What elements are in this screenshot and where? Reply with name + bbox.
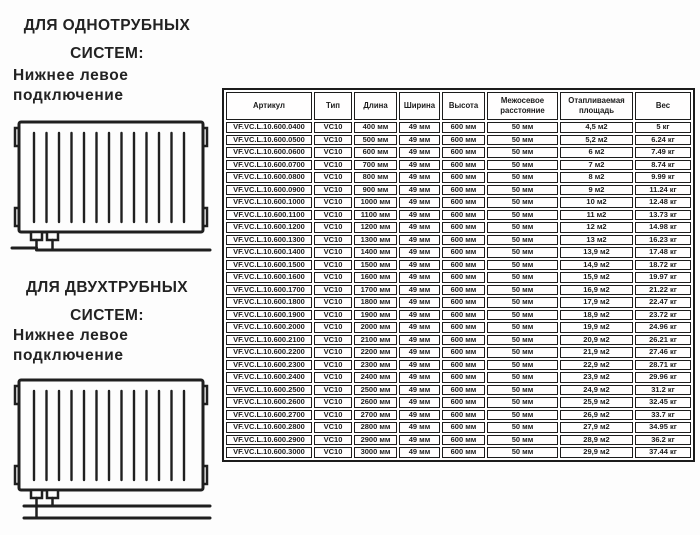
table-cell: VC10: [314, 347, 352, 358]
table-cell: VC10: [314, 147, 352, 158]
table-cell: 600 мм: [442, 410, 485, 421]
table-cell: 49 мм: [399, 435, 440, 446]
table-cell: 19.97 кг: [635, 272, 691, 283]
table-cell: 27.46 кг: [635, 347, 691, 358]
table-cell: 50 мм: [487, 297, 558, 308]
table-cell: VC10: [314, 247, 352, 258]
table-cell: VF.VC.L.10.600.1200: [226, 222, 312, 233]
table-cell: 5,2 м2: [560, 135, 633, 146]
table-cell: 49 мм: [399, 222, 440, 233]
table-cell: VF.VC.L.10.600.2800: [226, 422, 312, 433]
table-cell: 49 мм: [399, 347, 440, 358]
table-cell: 600 мм: [442, 210, 485, 221]
table-cell: 7.49 кг: [635, 147, 691, 158]
table-cell: 21,9 м2: [560, 347, 633, 358]
table-cell: 600 мм: [442, 160, 485, 171]
table-cell: VF.VC.L.10.600.1100: [226, 210, 312, 221]
table-cell: 1600 мм: [354, 272, 397, 283]
table-cell: VF.VC.L.10.600.2000: [226, 322, 312, 333]
table-cell: 600 мм: [442, 122, 485, 133]
table-cell: 28,9 м2: [560, 435, 633, 446]
col-header-height: Высота: [442, 92, 485, 120]
table-cell: 50 мм: [487, 285, 558, 296]
table-cell: 49 мм: [399, 285, 440, 296]
table-cell: 2300 мм: [354, 360, 397, 371]
table-cell: 2500 мм: [354, 385, 397, 396]
table-cell: VC10: [314, 172, 352, 183]
table-cell: 20,9 м2: [560, 335, 633, 346]
table-row: [226, 372, 691, 383]
table-cell: 49 мм: [399, 160, 440, 171]
table-cell: 26,9 м2: [560, 410, 633, 421]
table-cell: 50 мм: [487, 322, 558, 333]
table-cell: 2400 мм: [354, 372, 397, 383]
table-cell: 11.24 кг: [635, 185, 691, 196]
table-cell: 1800 мм: [354, 297, 397, 308]
table-cell: 50 мм: [487, 335, 558, 346]
col-header-axis-distance: Межосевое расстояние: [487, 92, 558, 120]
table-cell: 50 мм: [487, 272, 558, 283]
table-cell: 50 мм: [487, 135, 558, 146]
table-cell: 600 мм: [442, 197, 485, 208]
table-cell: 24,9 м2: [560, 385, 633, 396]
table-cell: 49 мм: [399, 197, 440, 208]
table-cell: 29.96 кг: [635, 372, 691, 383]
table-cell: VC10: [314, 197, 352, 208]
table-cell: VF.VC.L.10.600.0600: [226, 147, 312, 158]
table-cell: 600 мм: [354, 147, 397, 158]
table-cell: 600 мм: [442, 235, 485, 246]
radiator-two-pipe-diagram: [6, 370, 216, 528]
table-cell: 49 мм: [399, 235, 440, 246]
table-cell: 49 мм: [399, 297, 440, 308]
table-cell: 12.48 кг: [635, 197, 691, 208]
table-cell: VC10: [314, 210, 352, 221]
table-cell: VC10: [314, 410, 352, 421]
table-cell: 400 мм: [354, 122, 397, 133]
table-row: [226, 235, 691, 246]
table-row: [226, 322, 691, 333]
two-pipe-section-subtitle: Нижнее левое подключение: [13, 327, 129, 365]
table-cell: VC10: [314, 447, 352, 458]
table-row: [226, 335, 691, 346]
table-cell: 600 мм: [442, 272, 485, 283]
table-cell: VF.VC.L.10.600.3000: [226, 447, 312, 458]
table-row: [226, 410, 691, 421]
table-cell: 22.47 кг: [635, 297, 691, 308]
radiator-one-pipe-bottom-left-diagram-icon: [6, 112, 216, 260]
table-row: [226, 297, 691, 308]
table-cell: VC10: [314, 160, 352, 171]
radiator-one-pipe-diagram: [6, 112, 216, 260]
table-row: [226, 247, 691, 258]
table-cell: VF.VC.L.10.600.2600: [226, 397, 312, 408]
table-cell: 600 мм: [442, 447, 485, 458]
table-cell: 8.74 кг: [635, 160, 691, 171]
table-cell: 49 мм: [399, 397, 440, 408]
table-cell: 4,5 м2: [560, 122, 633, 133]
table-cell: VC10: [314, 122, 352, 133]
col-header-length: Длина: [354, 92, 397, 120]
table-cell: 21.22 кг: [635, 285, 691, 296]
table-cell: 9.99 кг: [635, 172, 691, 183]
table-cell: 10 м2: [560, 197, 633, 208]
col-header-heated-area: Отапливаемая площадь: [560, 92, 633, 120]
table-cell: 50 мм: [487, 397, 558, 408]
table-cell: 18,9 м2: [560, 310, 633, 321]
table-cell: 25,9 м2: [560, 397, 633, 408]
table-cell: VF.VC.L.10.600.1400: [226, 247, 312, 258]
table-cell: VF.VC.L.10.600.1000: [226, 197, 312, 208]
table-cell: 49 мм: [399, 135, 440, 146]
table-cell: 5 кг: [635, 122, 691, 133]
table-cell: 31.2 кг: [635, 385, 691, 396]
table-cell: 15,9 м2: [560, 272, 633, 283]
table-cell: 2600 мм: [354, 397, 397, 408]
table-cell: 1900 мм: [354, 310, 397, 321]
table-cell: VF.VC.L.10.600.2300: [226, 360, 312, 371]
table-cell: 600 мм: [442, 222, 485, 233]
table-cell: 50 мм: [487, 310, 558, 321]
table-cell: VC10: [314, 385, 352, 396]
table-cell: 50 мм: [487, 447, 558, 458]
table-cell: VF.VC.L.10.600.1600: [226, 272, 312, 283]
table-row: [226, 260, 691, 271]
table-cell: 12 м2: [560, 222, 633, 233]
table-cell: 49 мм: [399, 322, 440, 333]
table-cell: 2800 мм: [354, 422, 397, 433]
table-cell: 33.7 кг: [635, 410, 691, 421]
table-cell: 600 мм: [442, 360, 485, 371]
table-cell: 6 м2: [560, 147, 633, 158]
table-row: [226, 135, 691, 146]
table-row: [226, 147, 691, 158]
table-cell: 50 мм: [487, 222, 558, 233]
table-cell: VF.VC.L.10.600.0500: [226, 135, 312, 146]
table-cell: 23,9 м2: [560, 372, 633, 383]
table-row: [226, 397, 691, 408]
table-cell: 49 мм: [399, 410, 440, 421]
table-cell: 36.2 кг: [635, 435, 691, 446]
table-cell: 600 мм: [442, 397, 485, 408]
table-cell: VF.VC.L.10.600.1900: [226, 310, 312, 321]
table-cell: 600 мм: [442, 372, 485, 383]
table-cell: 29,9 м2: [560, 447, 633, 458]
table-cell: 24.96 кг: [635, 322, 691, 333]
col-header-article: Артикул: [226, 92, 312, 120]
table-cell: 49 мм: [399, 260, 440, 271]
table-cell: 50 мм: [487, 435, 558, 446]
table-cell: VC10: [314, 335, 352, 346]
table-cell: 26.21 кг: [635, 335, 691, 346]
table-cell: VC10: [314, 235, 352, 246]
table-cell: 49 мм: [399, 122, 440, 133]
table-cell: 900 мм: [354, 185, 397, 196]
one-pipe-section-subtitle: Нижнее левое подключение: [13, 67, 129, 105]
table-cell: 13,9 м2: [560, 247, 633, 258]
table-row: [226, 435, 691, 446]
table-row: [226, 447, 691, 458]
table-cell: 28.71 кг: [635, 360, 691, 371]
table-cell: 50 мм: [487, 185, 558, 196]
table-cell: 1500 мм: [354, 260, 397, 271]
left-panel: [0, 0, 220, 535]
radiator-spec-table: [222, 88, 695, 462]
table-cell: 600 мм: [442, 347, 485, 358]
table-header-row: [226, 92, 691, 120]
table-cell: 50 мм: [487, 410, 558, 421]
table-cell: VF.VC.L.10.600.2100: [226, 335, 312, 346]
table-cell: 11 м2: [560, 210, 633, 221]
table-cell: 37.44 кг: [635, 447, 691, 458]
table-cell: 600 мм: [442, 247, 485, 258]
table-body: [226, 122, 691, 458]
table-cell: 50 мм: [487, 347, 558, 358]
table-cell: VC10: [314, 322, 352, 333]
table-cell: 49 мм: [399, 247, 440, 258]
table-cell: 1000 мм: [354, 197, 397, 208]
table-row: [226, 360, 691, 371]
table-cell: 600 мм: [442, 385, 485, 396]
table-row: [226, 122, 691, 133]
table-cell: VC10: [314, 435, 352, 446]
table-cell: VC10: [314, 285, 352, 296]
table-cell: VF.VC.L.10.600.1800: [226, 297, 312, 308]
table-cell: VF.VC.L.10.600.1500: [226, 260, 312, 271]
table-cell: VC10: [314, 422, 352, 433]
table-cell: VF.VC.L.10.600.1700: [226, 285, 312, 296]
table-cell: 50 мм: [487, 372, 558, 383]
table-cell: VC10: [314, 272, 352, 283]
table-cell: VF.VC.L.10.600.0800: [226, 172, 312, 183]
table-cell: 49 мм: [399, 385, 440, 396]
table-cell: 49 мм: [399, 310, 440, 321]
table-cell: 600 мм: [442, 147, 485, 158]
table-cell: 14.98 кг: [635, 222, 691, 233]
table-cell: 32.45 кг: [635, 397, 691, 408]
table-cell: 600 мм: [442, 285, 485, 296]
table-cell: 2100 мм: [354, 335, 397, 346]
table-cell: 49 мм: [399, 335, 440, 346]
table-cell: VC10: [314, 260, 352, 271]
table-cell: 2000 мм: [354, 322, 397, 333]
table-cell: 49 мм: [399, 147, 440, 158]
table-cell: 600 мм: [442, 297, 485, 308]
table-cell: 1100 мм: [354, 210, 397, 221]
table-row: [226, 210, 691, 221]
table-cell: 50 мм: [487, 172, 558, 183]
table-row: [226, 272, 691, 283]
table-cell: 700 мм: [354, 160, 397, 171]
table-cell: 8 м2: [560, 172, 633, 183]
table-row: [226, 347, 691, 358]
table-cell: VF.VC.L.10.600.2200: [226, 347, 312, 358]
table-cell: 16,9 м2: [560, 285, 633, 296]
table-cell: 50 мм: [487, 422, 558, 433]
table-cell: 13 м2: [560, 235, 633, 246]
table-row: [226, 197, 691, 208]
table-cell: VF.VC.L.10.600.0700: [226, 160, 312, 171]
table-cell: VF.VC.L.10.600.0900: [226, 185, 312, 196]
table-cell: 49 мм: [399, 272, 440, 283]
table-cell: 49 мм: [399, 210, 440, 221]
table-cell: 50 мм: [487, 385, 558, 396]
one-pipe-section-title: ДЛЯ ОДНОТРУБНЫХ СИСТЕМ:: [23, 17, 191, 62]
table-cell: VF.VC.L.10.600.2700: [226, 410, 312, 421]
table-row: [226, 172, 691, 183]
table-cell: 600 мм: [442, 172, 485, 183]
table-cell: 49 мм: [399, 360, 440, 371]
table-cell: 600 мм: [442, 260, 485, 271]
table-cell: 600 мм: [442, 322, 485, 333]
table-cell: VF.VC.L.10.600.1300: [226, 235, 312, 246]
table-cell: 49 мм: [399, 447, 440, 458]
table-cell: 17.48 кг: [635, 247, 691, 258]
table-cell: VF.VC.L.10.600.0400: [226, 122, 312, 133]
table-cell: 500 мм: [354, 135, 397, 146]
table-cell: 600 мм: [442, 135, 485, 146]
table-cell: 800 мм: [354, 172, 397, 183]
table-cell: VC10: [314, 372, 352, 383]
table-cell: 16.23 кг: [635, 235, 691, 246]
table-cell: 13.73 кг: [635, 210, 691, 221]
table-cell: 49 мм: [399, 422, 440, 433]
table-cell: 49 мм: [399, 372, 440, 383]
table-cell: 34.95 кг: [635, 422, 691, 433]
table-cell: 2700 мм: [354, 410, 397, 421]
table-cell: 600 мм: [442, 422, 485, 433]
table-row: [226, 422, 691, 433]
table-cell: VC10: [314, 297, 352, 308]
table-cell: 19,9 м2: [560, 322, 633, 333]
table-cell: 17,9 м2: [560, 297, 633, 308]
table-cell: 50 мм: [487, 247, 558, 258]
table-cell: 600 мм: [442, 185, 485, 196]
table-cell: 7 м2: [560, 160, 633, 171]
table-cell: 2900 мм: [354, 435, 397, 446]
table-cell: 3000 мм: [354, 447, 397, 458]
table-cell: 50 мм: [487, 147, 558, 158]
table-cell: 14,9 м2: [560, 260, 633, 271]
table-cell: 49 мм: [399, 185, 440, 196]
table-cell: 27,9 м2: [560, 422, 633, 433]
col-header-weight: Вес: [635, 92, 691, 120]
table-row: [226, 222, 691, 233]
table-cell: VF.VC.L.10.600.2500: [226, 385, 312, 396]
table-cell: 9 м2: [560, 185, 633, 196]
table-cell: 50 мм: [487, 235, 558, 246]
table-row: [226, 285, 691, 296]
table-cell: VC10: [314, 360, 352, 371]
table-cell: 1300 мм: [354, 235, 397, 246]
table-cell: 1700 мм: [354, 285, 397, 296]
table-cell: 600 мм: [442, 335, 485, 346]
table-cell: 2200 мм: [354, 347, 397, 358]
table-cell: VF.VC.L.10.600.2400: [226, 372, 312, 383]
table-cell: 600 мм: [442, 435, 485, 446]
table-cell: VC10: [314, 222, 352, 233]
table-cell: 18.72 кг: [635, 260, 691, 271]
table-cell: 50 мм: [487, 122, 558, 133]
table-row: [226, 160, 691, 171]
radiator-two-pipe-bottom-left-diagram-icon: [6, 370, 216, 528]
table-cell: 50 мм: [487, 360, 558, 371]
table-row: [226, 310, 691, 321]
table-cell: 6.24 кг: [635, 135, 691, 146]
table-cell: VC10: [314, 185, 352, 196]
table-cell: 50 мм: [487, 197, 558, 208]
table-cell: 50 мм: [487, 260, 558, 271]
table-row: [226, 385, 691, 396]
col-header-type: Тип: [314, 92, 352, 120]
table-cell: 22,9 м2: [560, 360, 633, 371]
table-cell: 50 мм: [487, 160, 558, 171]
table-cell: 49 мм: [399, 172, 440, 183]
table-cell: VC10: [314, 135, 352, 146]
table-cell: VC10: [314, 397, 352, 408]
table-cell: 1400 мм: [354, 247, 397, 258]
table-row: [226, 185, 691, 196]
table-cell: VF.VC.L.10.600.2900: [226, 435, 312, 446]
table-cell: 600 мм: [442, 310, 485, 321]
table-cell: VC10: [314, 310, 352, 321]
table-cell: 1200 мм: [354, 222, 397, 233]
table-cell: 50 мм: [487, 210, 558, 221]
table-cell: 23.72 кг: [635, 310, 691, 321]
col-header-width: Ширина: [399, 92, 440, 120]
two-pipe-section-title: ДЛЯ ДВУХТРУБНЫХ СИСТЕМ:: [25, 279, 189, 324]
